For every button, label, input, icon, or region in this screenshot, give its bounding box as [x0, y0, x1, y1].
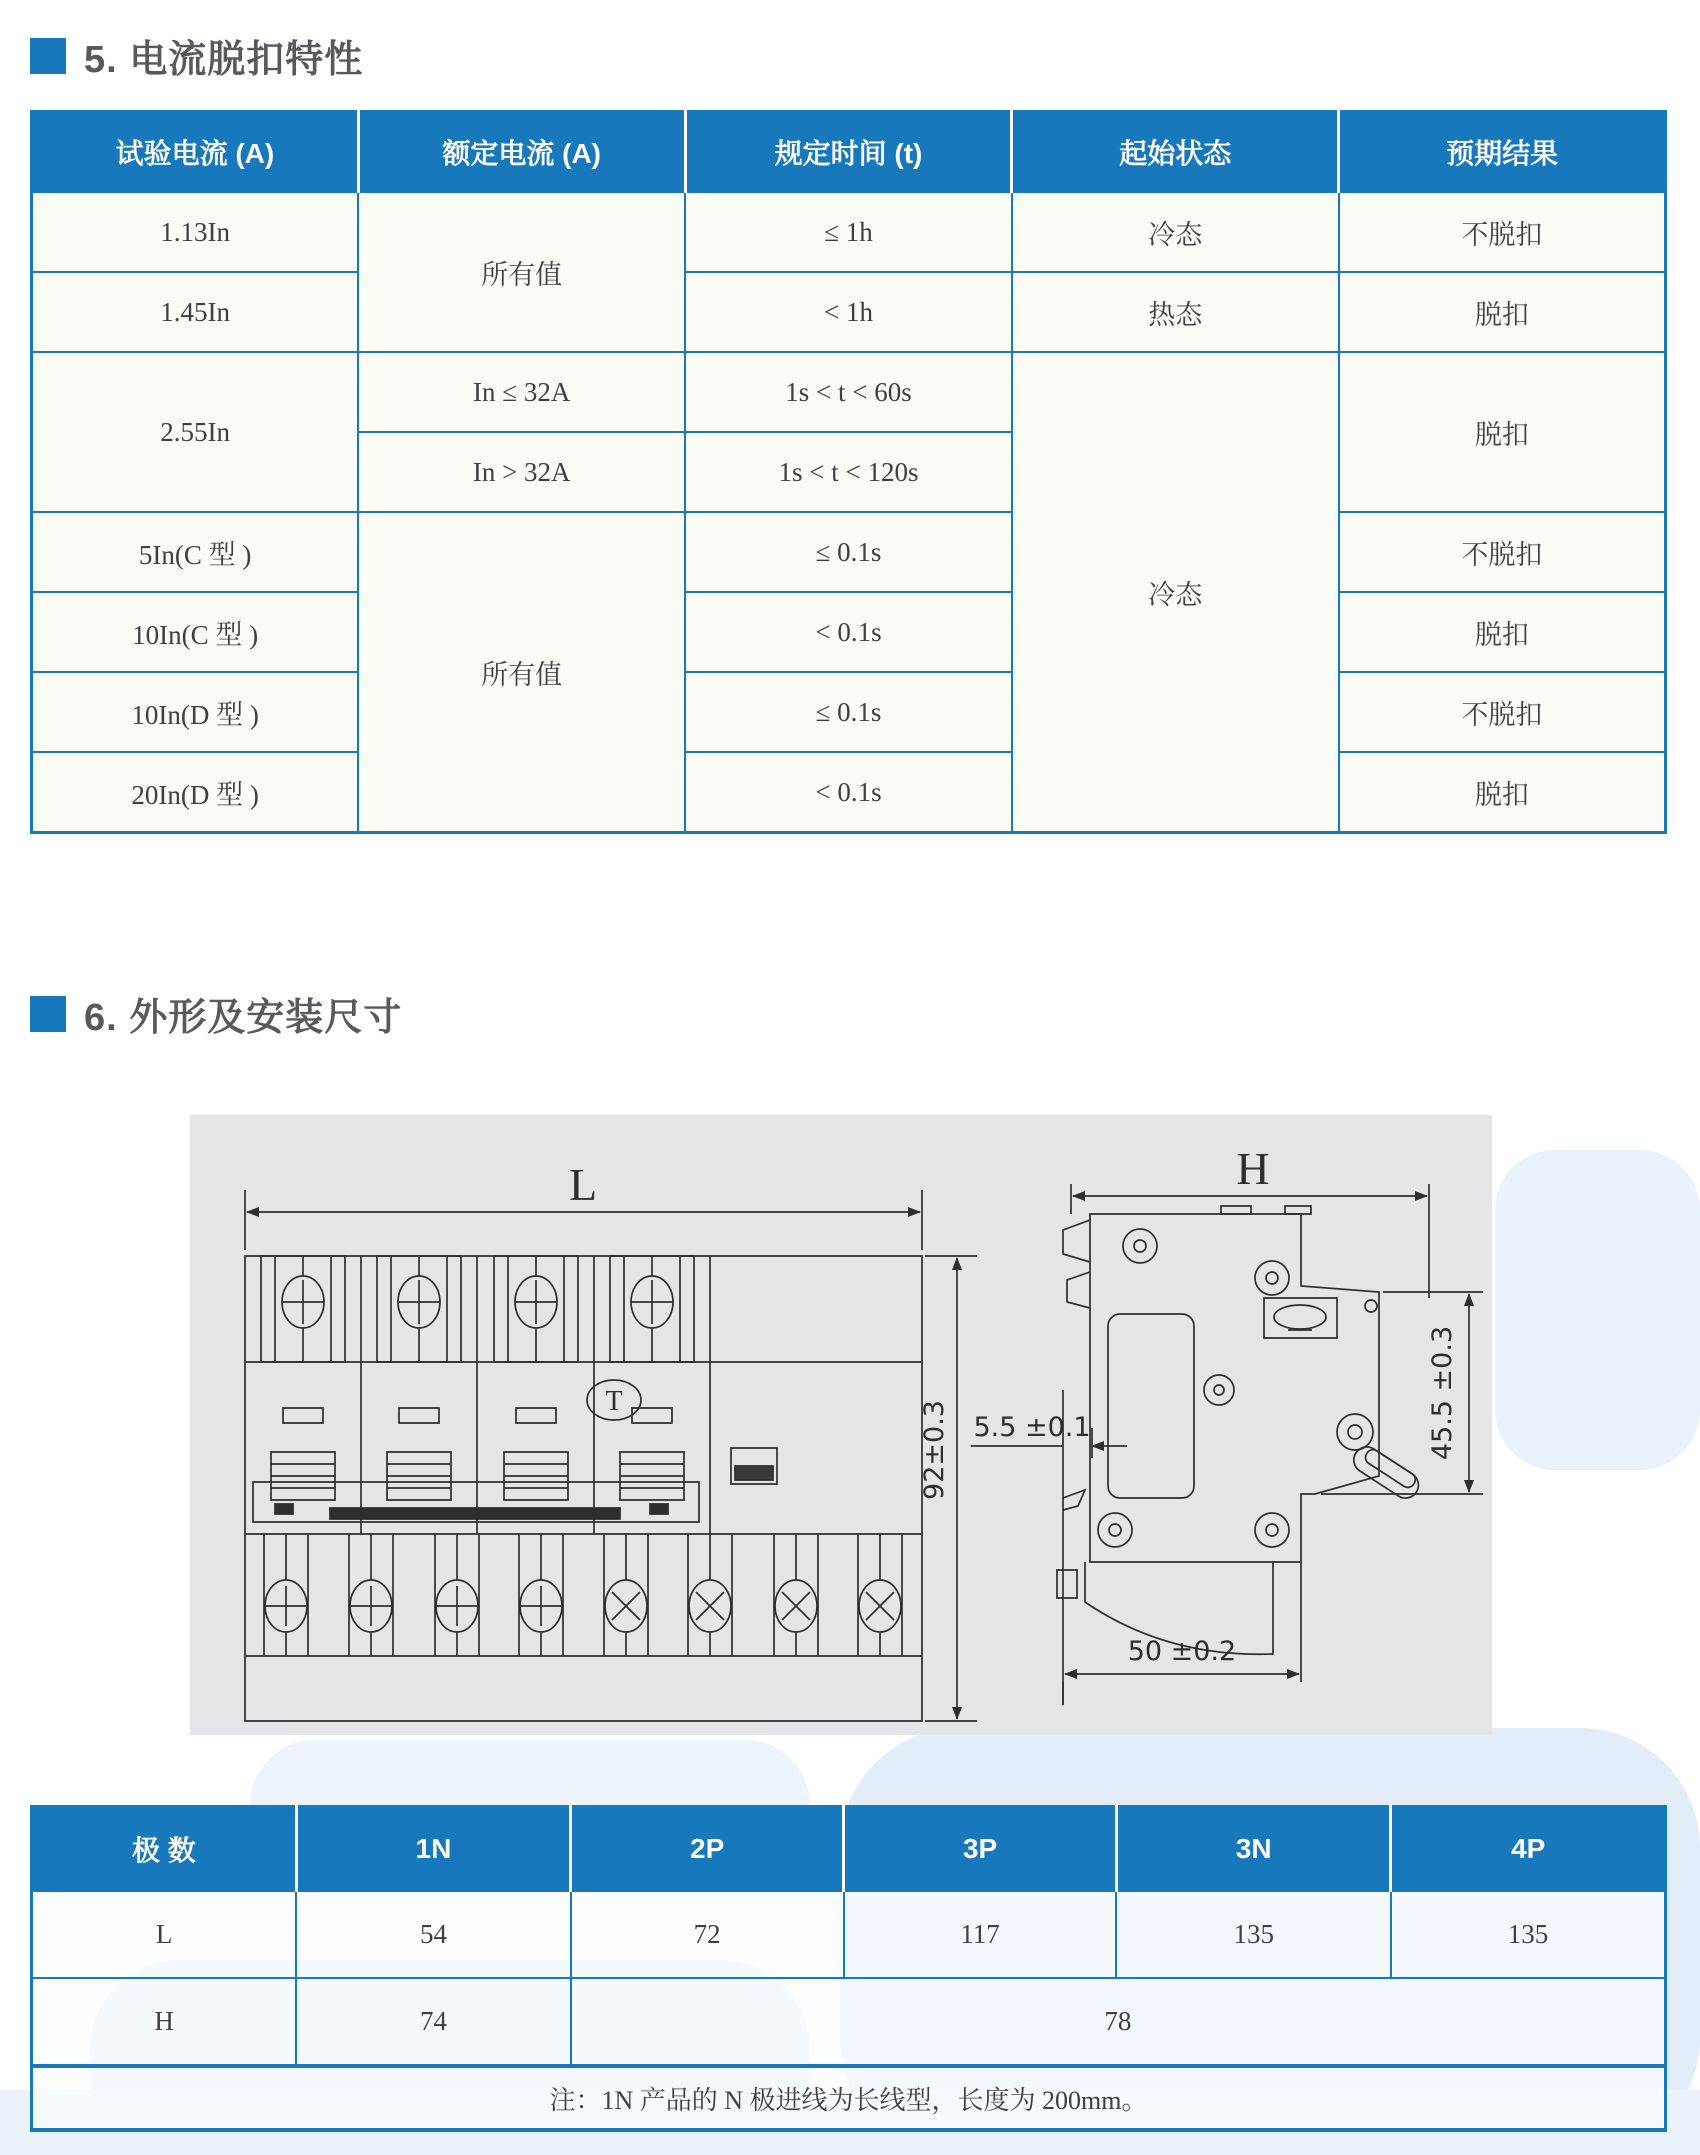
dim-label-92: 92±0.3: [919, 1400, 950, 1500]
row-label-L: L: [32, 1891, 297, 1978]
cell-time: 1s < t < 60s: [685, 352, 1012, 432]
pole-dimension-table: [30, 1805, 1667, 2132]
table-note-row: [32, 2066, 1666, 2130]
row-label-H: H: [32, 1978, 297, 2066]
cell-L-2P: 72: [571, 1891, 844, 1978]
dim-label-5-5: 5.5 ±0.1: [973, 1412, 1091, 1443]
cell-test-current: 10In(C 型 ): [32, 592, 359, 672]
cell-time: ≤ 0.1s: [685, 512, 1012, 592]
cell-rated-current: 所有值: [358, 192, 685, 352]
section5-title: 5. 电流脱扣特性: [84, 39, 364, 81]
blue-square-icon: [30, 38, 66, 74]
table-row: [32, 1978, 1666, 2066]
cell-H-rest: 78: [571, 1978, 1666, 2066]
cell-test-current: 20In(D 型 ): [32, 752, 359, 833]
section6-title: 6. 外形及安装尺寸: [84, 997, 403, 1039]
cell-time: < 0.1s: [685, 752, 1012, 833]
cell-L-1N: 54: [296, 1891, 571, 1978]
table-header-row: [32, 1807, 1666, 1892]
cell-time: ≤ 1h: [685, 192, 1012, 272]
front-view-drawing: [235, 1150, 995, 1735]
cell-result: 脱扣: [1339, 352, 1666, 512]
table-row: [32, 752, 1666, 833]
cell-rated-current: In ≤ 32A: [358, 352, 685, 432]
table-row: [32, 1891, 1666, 1978]
section6-header: [30, 986, 402, 1041]
cell-result: 不脱扣: [1339, 192, 1666, 272]
column-header: 4P: [1391, 1807, 1666, 1892]
cell-result: 不脱扣: [1339, 512, 1666, 592]
cell-start-state: 冷态: [1012, 352, 1339, 833]
cell-result: 脱扣: [1339, 592, 1666, 672]
table-row: [32, 272, 1666, 352]
column-header: 3N: [1116, 1807, 1391, 1892]
cell-test-current: 1.13In: [32, 192, 359, 272]
cell-result: 不脱扣: [1339, 672, 1666, 752]
cell-rated-current: In > 32A: [358, 432, 685, 512]
dim-label-50: 50 ±0.2: [1127, 1636, 1237, 1667]
bottom-terminal-screws: [264, 1534, 902, 1656]
cell-rated-current: 所有值: [358, 512, 685, 833]
column-header: 3P: [844, 1807, 1117, 1892]
cell-L-4P: 135: [1391, 1891, 1666, 1978]
table-row: [32, 592, 1666, 672]
cell-time: 1s < t < 120s: [685, 432, 1012, 512]
trip-characteristics-table: [30, 110, 1667, 834]
toggle-handles: [271, 1448, 777, 1500]
table-row: [32, 512, 1666, 592]
column-header: 1N: [296, 1807, 571, 1892]
cell-test-current: 5In(C 型 ): [32, 512, 359, 592]
test-button-label: T: [605, 1386, 623, 1417]
table-row: [32, 192, 1666, 272]
cell-L-3N: 135: [1116, 1891, 1391, 1978]
table-row: [32, 672, 1666, 752]
cell-result: 脱扣: [1339, 272, 1666, 352]
cell-time: < 1h: [685, 272, 1012, 352]
cell-start-state: 热态: [1012, 272, 1339, 352]
cell-test-current: 1.45In: [32, 272, 359, 352]
table-header-row: [32, 112, 1666, 193]
column-header: 预期结果: [1339, 112, 1666, 193]
table-row: [32, 352, 1666, 432]
column-header: 规定时间 (t): [685, 112, 1012, 193]
section5-header: [30, 28, 363, 83]
cell-H-1N: 74: [296, 1978, 571, 2066]
dim-label-45-5: 45.5 ±0.3: [1427, 1325, 1458, 1461]
cell-L-3P: 117: [844, 1891, 1117, 1978]
side-view-drawing: [935, 1150, 1500, 1735]
cell-time: ≤ 0.1s: [685, 672, 1012, 752]
table-note: 注：1N 产品的 N 极进线为长线型，长度为 200mm。: [32, 2066, 1666, 2130]
column-header: 极 数: [32, 1807, 297, 1892]
blue-square-icon: [30, 996, 66, 1032]
column-header: 2P: [571, 1807, 844, 1892]
column-header: 额定电流 (A): [358, 112, 685, 193]
column-header: 起始状态: [1012, 112, 1339, 193]
cell-test-current: 10In(D 型 ): [32, 672, 359, 752]
cell-result: 脱扣: [1339, 752, 1666, 833]
dim-label-L: L: [568, 1159, 598, 1210]
watermark-blob: [1495, 1150, 1700, 1470]
dim-label-H: H: [1236, 1150, 1270, 1194]
column-header: 试验电流 (A): [32, 112, 359, 193]
cell-test-current: 2.55In: [32, 352, 359, 512]
cell-start-state: 冷态: [1012, 192, 1339, 272]
cell-time: < 0.1s: [685, 592, 1012, 672]
